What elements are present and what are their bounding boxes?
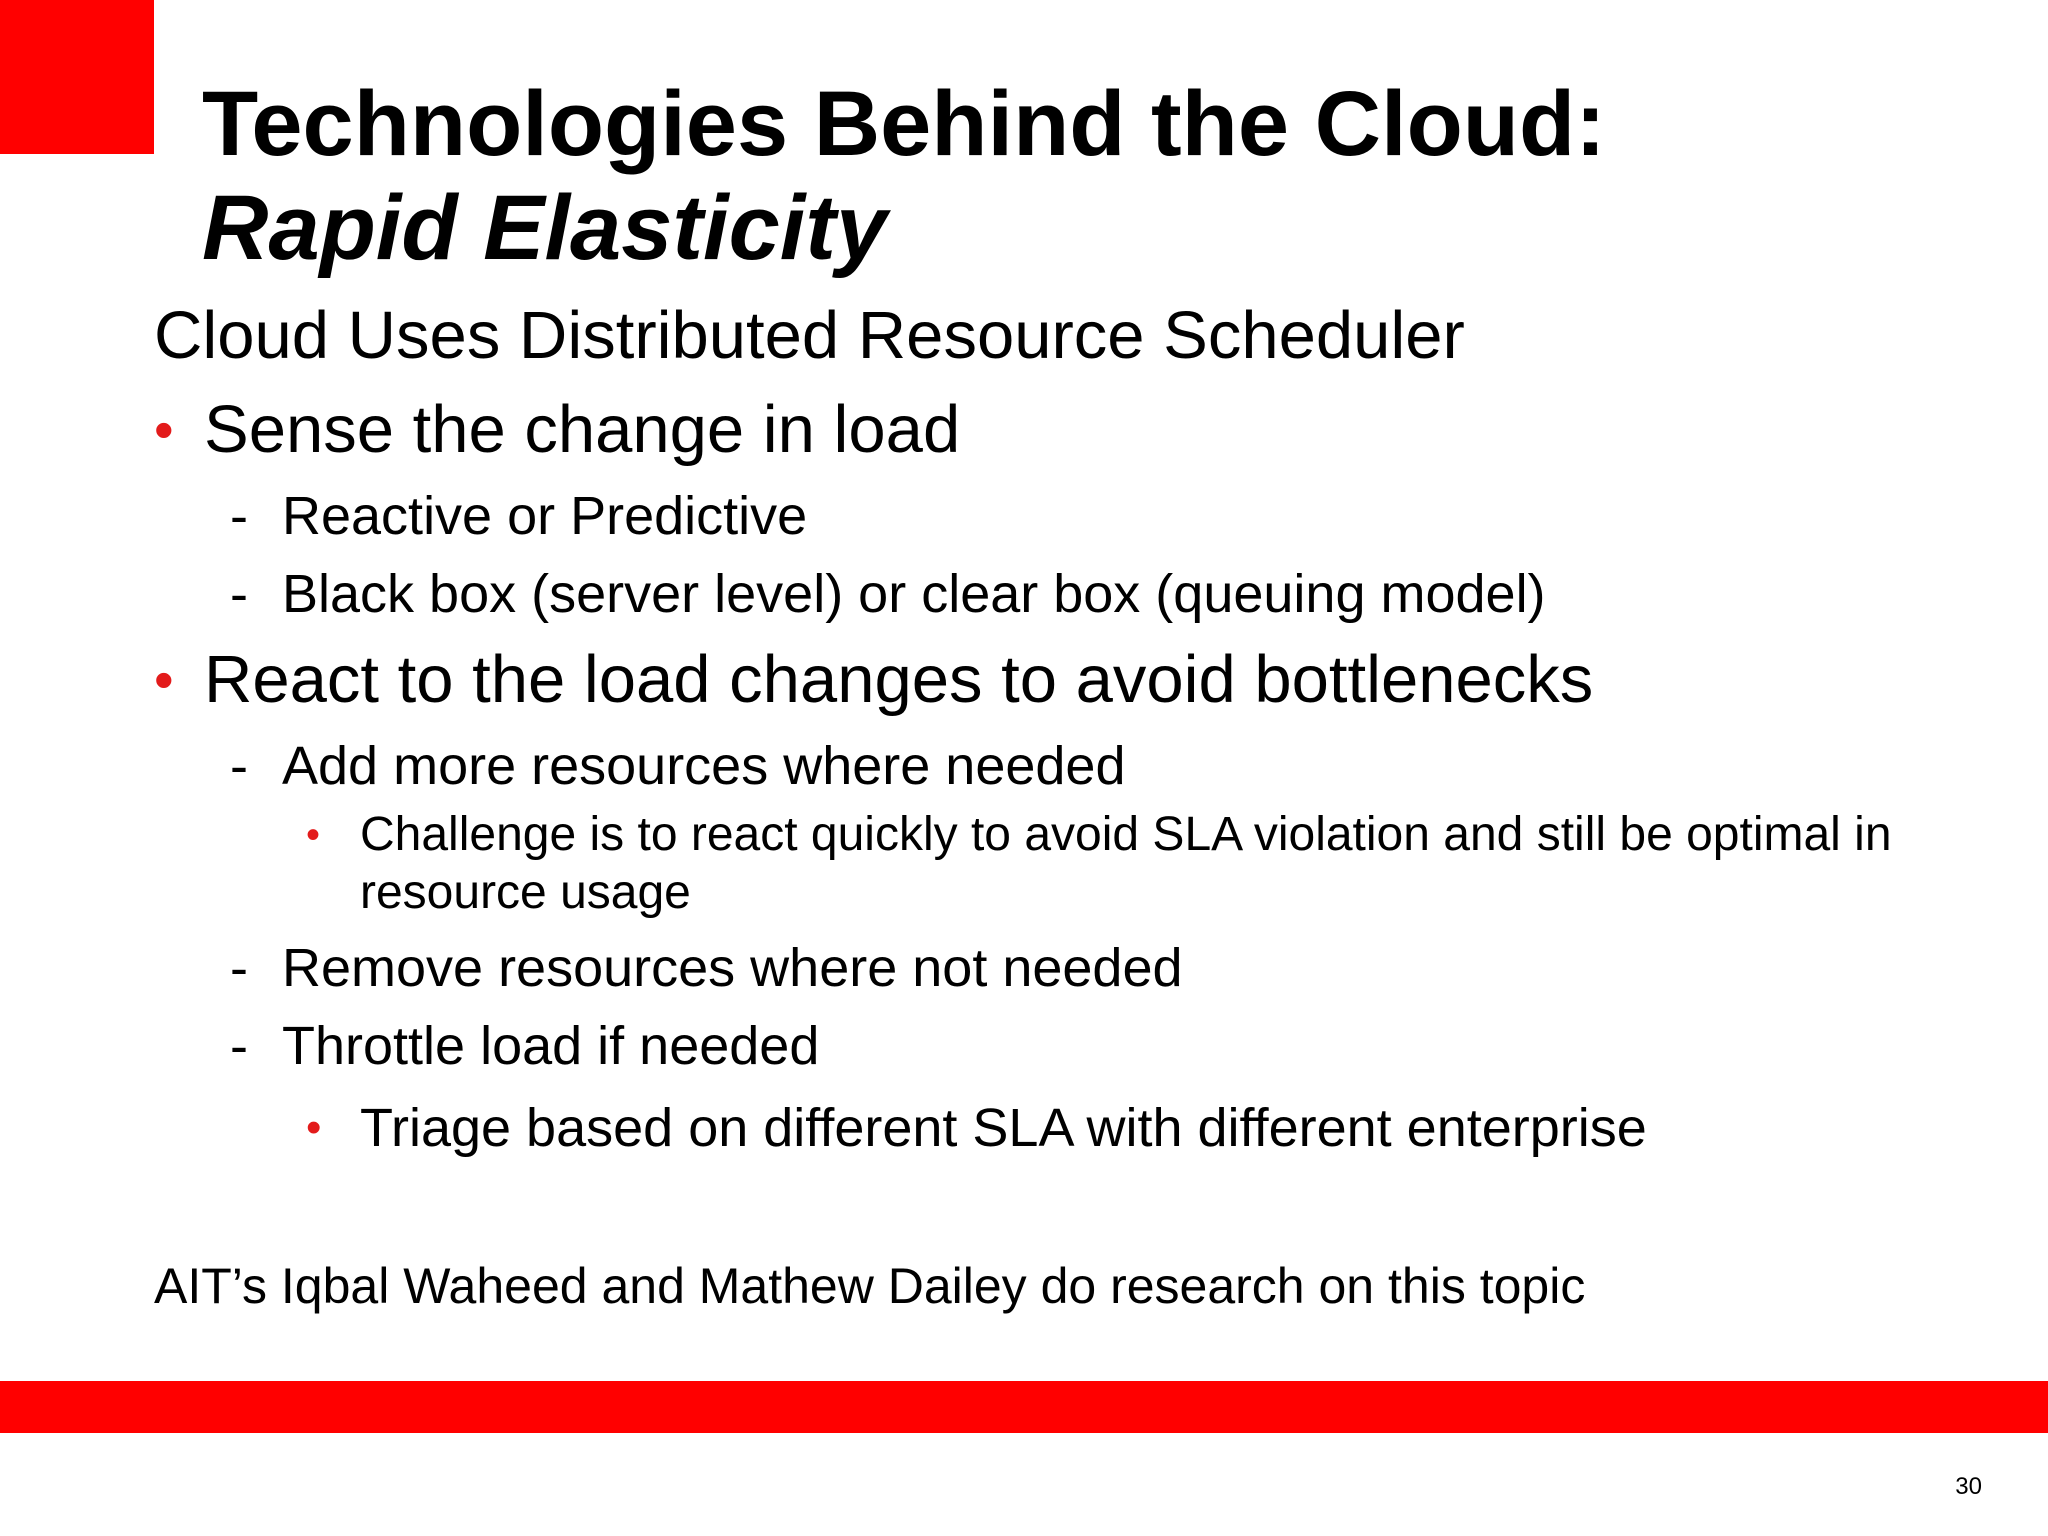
dash-icon: -	[230, 564, 248, 624]
dash-icon: -	[230, 1016, 248, 1076]
dash-icon: -	[230, 938, 248, 998]
sub-sub-bullet-text: Triage based on different SLA with different enterprise	[360, 1098, 1647, 1158]
sub-sub-bullet-item	[154, 1096, 1930, 1160]
sub-bullet-item	[154, 936, 1954, 1000]
sub-bullet-text: Black box (server level) or clear box (queuing model)	[282, 564, 1546, 624]
bullet-icon: •	[154, 398, 174, 461]
sub-bullet-text: Add more resources where needed	[282, 736, 1126, 796]
sub-sub-bullet-text: Challenge is to react quickly to avoid SLA violation and still be optimal in resource usage	[360, 808, 1892, 919]
slide-body	[154, 296, 1954, 1160]
sub-bullet-text: Throttle load if needed	[282, 1016, 820, 1076]
bottom-accent-bar	[0, 1381, 2048, 1433]
title-line-1: Technologies Behind the Cloud:	[202, 73, 1606, 175]
sub-bullet-item	[154, 734, 1954, 798]
sub-bullet-text: Remove resources where not needed	[282, 938, 1183, 998]
bullet-item	[154, 390, 1954, 470]
sub-bullet-item	[154, 484, 1954, 548]
bullet-icon: •	[306, 1103, 322, 1152]
sub-sub-bullet-item	[154, 806, 1930, 922]
bullet-text: React to the load changes to avoid bottlenecks	[204, 642, 1594, 717]
dash-icon: -	[230, 736, 248, 796]
slide-title	[202, 72, 1606, 280]
bullet-text: Sense the change in load	[204, 392, 961, 467]
sub-bullet-item	[154, 1014, 1954, 1078]
footnote: AIT’s Iqbal Waheed and Mathew Dailey do research on this topic	[154, 1258, 1586, 1314]
page-number: 30	[1955, 1473, 1982, 1500]
corner-accent-block	[0, 0, 154, 154]
dash-icon: -	[230, 486, 248, 546]
bullet-icon: •	[154, 648, 174, 711]
subheading: Cloud Uses Distributed Resource Scheduler	[154, 298, 1465, 373]
bullet-item	[154, 640, 1954, 720]
bullet-icon: •	[306, 813, 321, 857]
title-line-2: Rapid Elasticity	[202, 177, 888, 279]
sub-bullet-item	[154, 562, 1954, 626]
sub-bullet-text: Reactive or Predictive	[282, 486, 808, 546]
